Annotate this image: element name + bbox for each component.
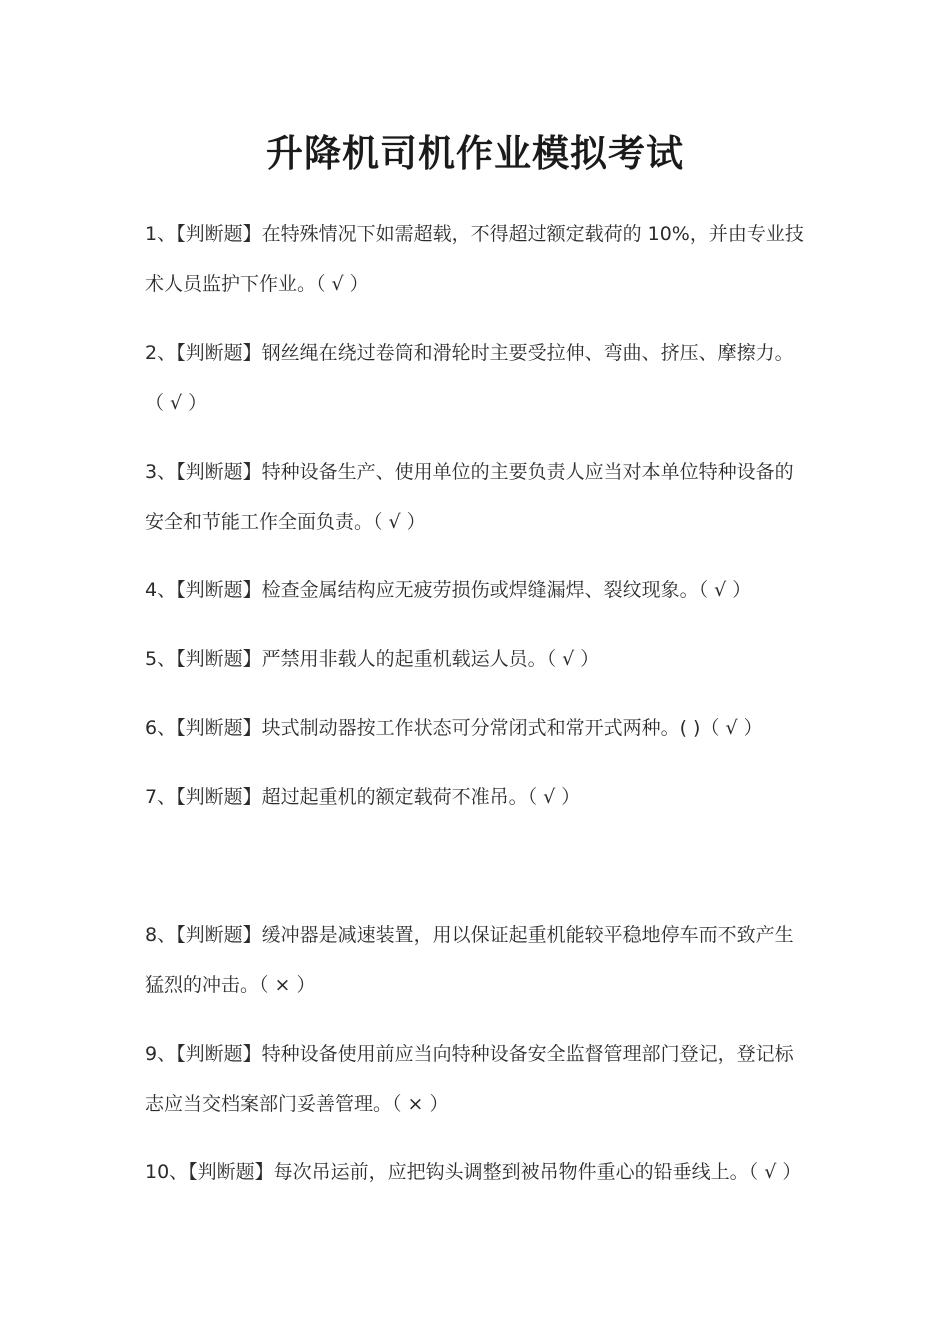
question-text-line: 10、【判断题】每次吊运前，应把钩头调整到被吊物件重心的铅垂线上。（ √ ）: [145, 1161, 802, 1183]
question-text-line: 3、【判断题】特种设备生产、使用单位的主要负责人应当对本单位特种设备的: [145, 461, 794, 483]
question-item: [145, 910, 815, 1010]
question-text-line: 6、【判断题】块式制动器按工作状态可分常闭式和常开式两种。( )（ √ ）: [145, 717, 763, 739]
question-text-line: 2、【判断题】钢丝绳在绕过卷筒和滑轮时主要受拉伸、弯曲、挤压、摩擦力。: [145, 342, 794, 364]
question-item: [145, 1147, 815, 1197]
question-item: [145, 565, 815, 615]
question-text-line: 9、【判断题】特种设备使用前应当向特种设备安全监督管理部门登记，登记标: [145, 1043, 794, 1065]
question-item: [145, 772, 815, 822]
question-text-line: （ √ ）: [145, 392, 208, 414]
question-text-line: 志应当交档案部门妥善管理。（ × ）: [145, 1093, 449, 1115]
question-text-line: 术人员监护下作业。（ √ ）: [145, 273, 369, 295]
question-item: [145, 634, 815, 684]
question-text-line: 7、【判断题】超过起重机的额定载荷不准吊。（ √ ）: [145, 786, 581, 808]
question-text-line: 1、【判断题】在特殊情况下如需超载，不得超过额定载荷的 10%，并由专业技: [145, 223, 804, 245]
question-text-line: 安全和节能工作全面负责。（ √ ）: [145, 511, 426, 533]
question-item: [145, 328, 815, 428]
question-item: [145, 1029, 815, 1129]
question-text-line: 8、【判断题】缓冲器是减速装置，用以保证起重机能较平稳地停车而不致产生: [145, 924, 794, 946]
question-item: [145, 209, 815, 309]
question-text-line: 猛烈的冲击。（ × ）: [145, 974, 316, 996]
question-item: [145, 703, 815, 753]
question-text-line: 4、【判断题】检查金属结构应无疲劳损伤或焊缝漏焊、裂纹现象。（ √ ）: [145, 579, 752, 601]
question-item: [145, 447, 815, 547]
document-title: 升降机司机作业模拟考试: [266, 132, 684, 175]
question-text-line: 5、【判断题】严禁用非载人的起重机载运人员。（ √ ）: [145, 648, 600, 670]
